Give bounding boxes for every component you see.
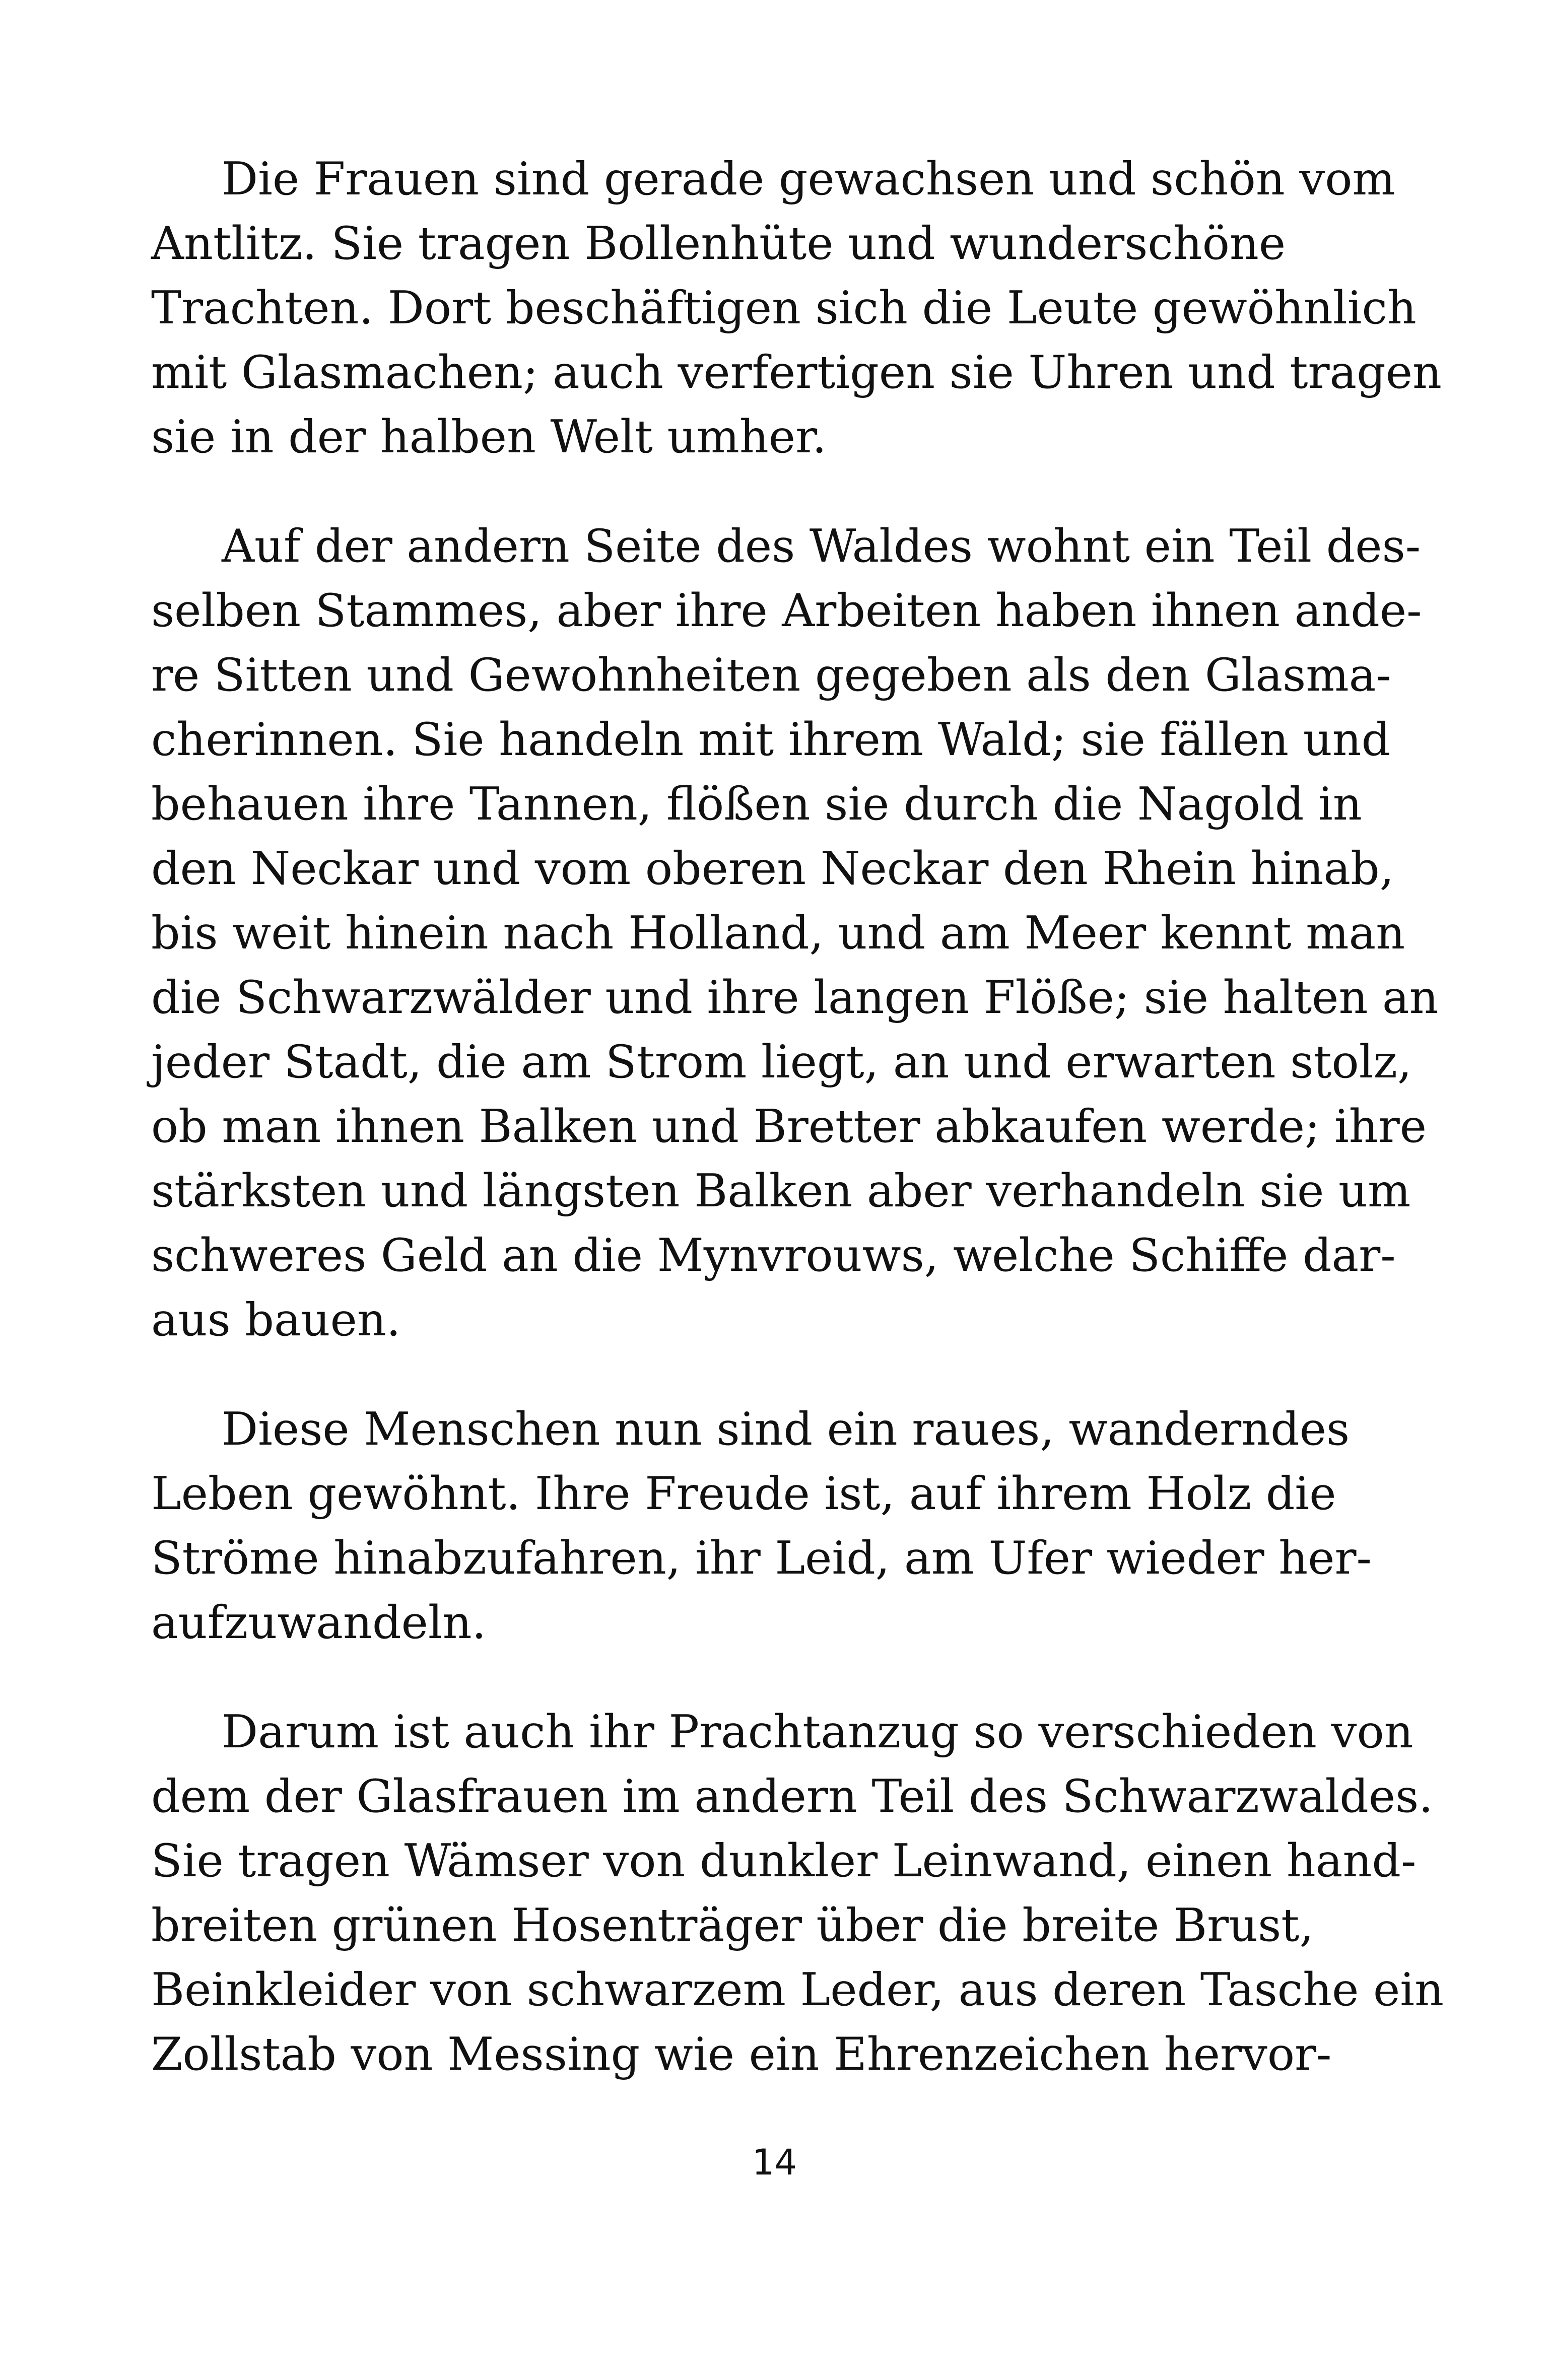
text-line: breiten grünen Hosenträger über die breite Brust, [151,1899,1314,1952]
text-line: stärksten und längsten Balken aber verhandeln sie um [151,1165,1411,1217]
text-line: Zollstab von Messing wie ein Ehrenzeichen hervor- [151,2028,1332,2081]
text-line: dem der Glasfrauen im andern Teil des Schwarzwaldes. [151,1770,1433,1823]
text-line: Die Frauen sind gerade gewachsen und schön vom [222,153,1395,206]
text-line: Trachten. Dort beschäftigen sich die Leute gewöhnlich [151,282,1417,334]
text-line: re Sitten und Gewohnheiten gegeben als den Glasma- [151,649,1391,702]
text-line: Leben gewöhnt. Ihre Freude ist, auf ihrem Holz die [151,1467,1336,1520]
body-text [151,147,1444,2087]
text-line: selben Stammes, aber ihre Arbeiten haben ihnen ande- [151,584,1422,637]
text-line: die Schwarzwälder und ihre langen Flöße; sie halten an [151,971,1439,1024]
text-line: Beinkleider von schwarzem Leder, aus deren Tasche ein [151,1963,1444,2016]
text-line: behauen ihre Tannen, flößen sie durch die Nagold in [151,778,1362,831]
text-line: schweres Geld an die Mynvrouws, welche Schiffe dar- [151,1229,1396,1282]
text-line: cherinnen. Sie handeln mit ihrem Wald; sie fällen und [151,713,1391,766]
text-line: den Neckar und vom oberen Neckar den Rhein hinab, [151,842,1394,895]
text-line: Sie tragen Wämser von dunkler Leinwand, einen hand- [151,1834,1417,1887]
text-line: Darum ist auch ihr Prachtanzug so verschieden von [222,1706,1413,1758]
text-line: Diese Menschen nun sind ein raues, wanderndes [222,1403,1350,1456]
text-line: sie in der halben Welt umher. [151,411,827,463]
text-line: Antlitz. Sie tragen Bollenhüte und wunderschöne [151,217,1286,270]
text-line: bis weit hinein nach Holland, und am Meer kennt man [151,907,1405,960]
page-number: 14 [752,2142,797,2183]
text-line: Ströme hinabzufahren, ihr Leid, am Ufer wieder her- [151,1532,1372,1585]
paragraph-4 [151,1700,1444,2087]
text-line: jeder Stadt, die am Strom liegt, an und erwarten stolz, [151,1036,1412,1089]
paragraph-1 [151,147,1442,469]
text-line: ob man ihnen Balken und Bretter abkaufen werde; ihre [151,1100,1427,1153]
paragraph-gap [151,1655,1390,1700]
paragraph-gap [151,469,1390,514]
paragraph-3 [151,1397,1390,1655]
paragraph-gap [151,1352,1390,1397]
text-line: aus bauen. [151,1294,401,1346]
text-line: aufzuwandeln. [151,1596,487,1649]
text-line: mit Glasmachen; auch verfertigen sie Uhren und tragen [151,346,1442,399]
text-line: Auf der andern Seite des Waldes wohnt ein Teil des- [222,520,1421,573]
paragraph-2 [151,514,1439,1352]
